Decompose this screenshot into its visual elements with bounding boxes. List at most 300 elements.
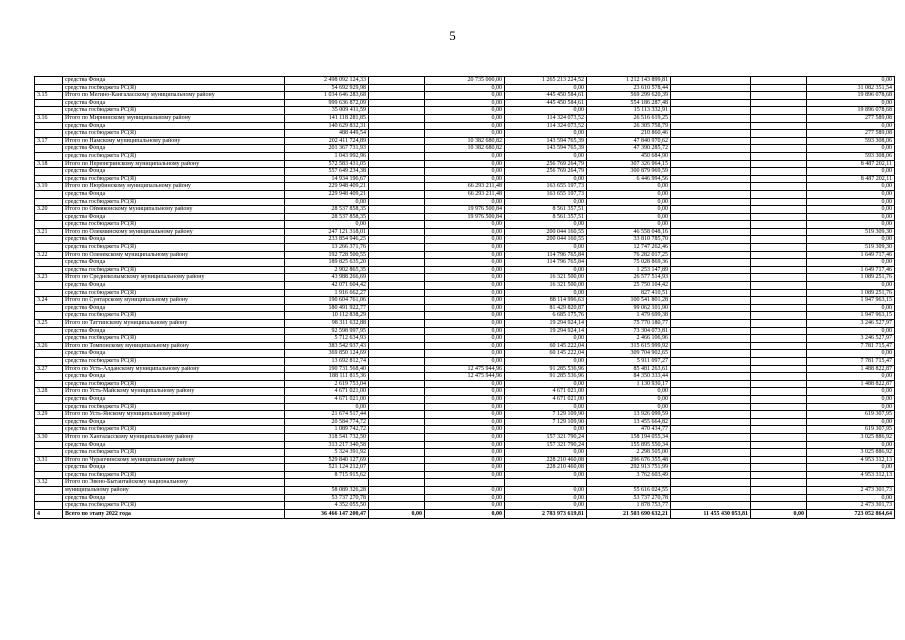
col-4-cell: 19 294 924,14 (505, 320, 587, 328)
row-name-cell: средства госбюджета РС(Я) (63, 221, 285, 229)
col-3-cell: 0,00 (425, 403, 505, 411)
col-total-cell: 21 674 517,44 (285, 411, 369, 419)
row-name-cell: Итого по Среднеколымскому муниципальному району (63, 274, 285, 282)
col-total-cell: 5 324 391,92 (285, 449, 369, 457)
col-3-cell: 0,00 (425, 471, 505, 479)
row-name-cell: средства Фонда (63, 213, 285, 221)
col-8-cell: 0,00 (807, 236, 895, 244)
col-6-cell (671, 221, 751, 229)
row-number-cell: 3.17 (35, 137, 63, 145)
row-number-cell: 3.16 (35, 114, 63, 122)
col-2-cell (369, 137, 425, 145)
col-8-cell: 0,00 (807, 77, 895, 85)
page-number: 5 (449, 28, 456, 43)
col-6-cell (671, 433, 751, 441)
col-3-cell: 0,00 (425, 274, 505, 282)
row-number-cell (35, 198, 63, 206)
col-total-cell: 28 537 858,35 (285, 206, 369, 214)
col-total-cell: 13 266 371,76 (285, 244, 369, 252)
row-name-cell: средства госбюджета РС(Я) (63, 380, 285, 388)
col-8-cell: 2 473 301,73 (807, 502, 895, 510)
col-4-cell: 0,00 (505, 107, 587, 115)
col-2-cell (369, 456, 425, 464)
col-2-cell (369, 487, 425, 495)
col-3-cell: 0,00 (425, 107, 505, 115)
col-3-cell: 0,00 (425, 289, 505, 297)
col-5-cell: 2 298 505,00 (587, 449, 671, 457)
table-row (35, 342, 895, 350)
col-7-cell (751, 373, 807, 381)
col-total-cell (285, 479, 369, 487)
col-5-cell: 75 028 869,36 (587, 259, 671, 267)
col-3-cell: 0,00 (425, 388, 505, 396)
col-6-cell (671, 137, 751, 145)
col-6-cell (671, 160, 751, 168)
table-row (35, 84, 895, 92)
row-name-cell: Итого по Нерюнгринскому муниципальному району (63, 160, 285, 168)
row-name-cell: средства госбюджета РС(Я) (63, 426, 285, 434)
row-number-cell (35, 327, 63, 335)
col-2-cell (369, 464, 425, 472)
col-2-cell (369, 289, 425, 297)
col-8-cell: 0,00 (807, 304, 895, 312)
col-total-cell: 0,00 (285, 403, 369, 411)
col-5-cell: 0,00 (587, 395, 671, 403)
col-3-cell: 0,00 (425, 350, 505, 358)
col-7-cell (751, 380, 807, 388)
col-7-cell (751, 92, 807, 100)
col-8-cell: 0,00 (807, 99, 895, 107)
col-5-cell: 569 299 620,39 (587, 92, 671, 100)
row-number-cell: 3.28 (35, 388, 63, 396)
col-7-cell (751, 175, 807, 183)
col-5-cell: 0,00 (587, 198, 671, 206)
col-2-cell (369, 388, 425, 396)
col-4-cell: 0,00 (505, 221, 587, 229)
col-7-cell (751, 190, 807, 198)
col-8-cell: 8 487 202,11 (807, 160, 895, 168)
col-3-cell: 0,00 (425, 114, 505, 122)
row-number-cell (35, 190, 63, 198)
col-4-cell: 114 796 765,84 (505, 259, 587, 267)
col-8-cell: 593 308,06 (807, 137, 895, 145)
row-name-cell: муниципальному району (63, 487, 285, 495)
table-row (35, 114, 895, 122)
row-name-cell: средства госбюджета РС(Я) (63, 357, 285, 365)
row-number-cell: 3.15 (35, 92, 63, 100)
row-name-cell: Итого по Усть-Майскому муниципальному району (63, 388, 285, 396)
row-name-cell: средства Фонда (63, 259, 285, 267)
row-number-cell (35, 335, 63, 343)
row-number-cell (35, 259, 63, 267)
col-3-cell: 0,00 (425, 320, 505, 328)
col-8-cell: 0,00 (807, 350, 895, 358)
col-3-cell: 0,00 (425, 449, 505, 457)
col-6-cell (671, 289, 751, 297)
col-7-cell (751, 464, 807, 472)
col-7-cell (751, 365, 807, 373)
col-5-cell: 0,00 (587, 190, 671, 198)
row-number-cell (35, 373, 63, 381)
col-6-cell (671, 449, 751, 457)
table-row (35, 213, 895, 221)
table-row (35, 274, 895, 282)
row-number-cell (35, 152, 63, 160)
col-7-cell (751, 433, 807, 441)
row-name-cell: средства Фонда (63, 122, 285, 130)
col-8-cell: 0,00 (807, 198, 895, 206)
col-7-cell (751, 289, 807, 297)
table-row (35, 122, 895, 130)
col-total-cell: 42 071 604,42 (285, 282, 369, 290)
row-name-cell: Итого по Нюрбинскому муниципальному району (63, 183, 285, 191)
col-8-cell: 0,00 (807, 213, 895, 221)
col-7-cell (751, 130, 807, 138)
table-row (35, 304, 895, 312)
col-total-cell: 140 629 832,31 (285, 122, 369, 130)
col-6-cell (671, 350, 751, 358)
col-8-cell: 277 589,08 (807, 114, 895, 122)
col-3-cell: 0,00 (425, 266, 505, 274)
col-2-cell (369, 198, 425, 206)
col-2-cell (369, 418, 425, 426)
row-name-cell: средства госбюджета РС(Я) (63, 335, 285, 343)
col-3-cell: 0,00 (425, 502, 505, 510)
col-2-cell (369, 373, 425, 381)
row-number-cell (35, 122, 63, 130)
col-8-cell: 0,00 (807, 395, 895, 403)
col-3-cell: 66 293 211,48 (425, 190, 505, 198)
table-row (35, 198, 895, 206)
col-2-cell (369, 130, 425, 138)
row-name-cell: Итого по Мирнинскому муниципальному району (63, 114, 285, 122)
col-2-cell (369, 251, 425, 259)
col-7-cell (751, 274, 807, 282)
row-name-cell: средства Фонда (63, 236, 285, 244)
table-row (35, 221, 895, 229)
row-number-cell (35, 289, 63, 297)
col-total-cell: 521 124 212,07 (285, 464, 369, 472)
col-2-cell (369, 274, 425, 282)
row-number-cell: 3.19 (35, 183, 63, 191)
row-name-cell: Итого по Олекминскому муниципальному району (63, 228, 285, 236)
col-3-cell: 0,00 (425, 304, 505, 312)
row-name-cell: средства госбюджета РС(Я) (63, 152, 285, 160)
table-row (35, 327, 895, 335)
col-3-cell: 0,00 (425, 198, 505, 206)
col-5-cell: 46 558 048,16 (587, 228, 671, 236)
col-7-cell (751, 327, 807, 335)
col-8-cell: 0,00 (807, 183, 895, 191)
col-6-cell (671, 236, 751, 244)
col-3-cell: 0,00 (425, 509, 505, 518)
col-6-cell (671, 297, 751, 305)
col-4-cell: 7 129 109,90 (505, 411, 587, 419)
table-row (35, 335, 895, 343)
col-6-cell (671, 464, 751, 472)
col-total-cell: 383 542 937,43 (285, 342, 369, 350)
row-number-cell (35, 464, 63, 472)
col-4-cell: 0,00 (505, 471, 587, 479)
col-3-cell: 19 976 500,84 (425, 206, 505, 214)
row-name-cell: Всего по этапу 2022 года (63, 509, 285, 518)
col-5-cell (587, 479, 671, 487)
col-2-cell (369, 471, 425, 479)
col-total-cell: 2 619 753,04 (285, 380, 369, 388)
col-3-cell: 12 475 944,96 (425, 373, 505, 381)
col-total-cell: 229 948 409,21 (285, 183, 369, 191)
table-row (35, 433, 895, 441)
col-4-cell: 0,00 (505, 266, 587, 274)
row-name-cell: Итого по Таттинскому муниципальному району (63, 320, 285, 328)
row-number-cell (35, 380, 63, 388)
col-3-cell: 0,00 (425, 221, 505, 229)
col-6-cell (671, 274, 751, 282)
col-7-cell (751, 320, 807, 328)
budget-table (34, 76, 895, 519)
col-8-cell: 0,00 (807, 388, 895, 396)
col-7-cell (751, 282, 807, 290)
row-number-cell: 3.25 (35, 320, 63, 328)
col-7-cell (751, 168, 807, 176)
table-body (35, 77, 895, 519)
col-3-cell: 0,00 (425, 380, 505, 388)
table-row (35, 312, 895, 320)
table-row (35, 373, 895, 381)
col-total-cell: 13 692 812,74 (285, 357, 369, 365)
col-2-cell (369, 99, 425, 107)
col-6-cell (671, 426, 751, 434)
col-5-cell: 13 455 664,82 (587, 418, 671, 426)
table-row (35, 297, 895, 305)
col-6-cell (671, 99, 751, 107)
row-name-cell: средства Фонда (63, 190, 285, 198)
row-name-cell: средства Фонда (63, 441, 285, 449)
col-5-cell: 100 541 801,28 (587, 297, 671, 305)
col-5-cell: 84 350 333,44 (587, 373, 671, 381)
col-5-cell: 47 390 285,72 (587, 145, 671, 153)
row-name-cell: Итого по Усть-Янскому муниципальному району (63, 411, 285, 419)
row-name-cell: Итого по Оймяконскому муниципальному району (63, 206, 285, 214)
col-2-cell (369, 357, 425, 365)
total-row (35, 509, 895, 518)
col-6-cell (671, 395, 751, 403)
row-number-cell (35, 77, 63, 85)
col-5-cell: 26 516 619,25 (587, 114, 671, 122)
row-name-cell: средства госбюджета РС(Я) (63, 449, 285, 457)
row-number-cell (35, 418, 63, 426)
col-4-cell: 88 114 996,63 (505, 297, 587, 305)
col-7-cell (751, 122, 807, 130)
row-name-cell: Итого по Чурапчинскому муниципальному району (63, 456, 285, 464)
col-3-cell: 0,00 (425, 487, 505, 495)
col-6-cell (671, 114, 751, 122)
col-2-cell (369, 236, 425, 244)
col-total-cell: 233 854 946,25 (285, 236, 369, 244)
col-4-cell: 143 594 765,39 (505, 145, 587, 153)
col-7-cell (751, 114, 807, 122)
col-3-cell: 0,00 (425, 312, 505, 320)
table-row (35, 479, 895, 487)
col-6-cell (671, 122, 751, 130)
col-2-cell: 0,00 (369, 509, 425, 518)
col-total-cell: 58 089 326,28 (285, 487, 369, 495)
row-name-cell: Итого по Эвено-Бытантайскому национальному (63, 479, 285, 487)
row-name-cell: средства госбюджета РС(Я) (63, 175, 285, 183)
row-number-cell: 3.23 (35, 274, 63, 282)
col-6-cell (671, 494, 751, 502)
col-3-cell: 0,00 (425, 99, 505, 107)
col-3-cell: 0,00 (425, 494, 505, 502)
col-5-cell: 47 840 970,62 (587, 137, 671, 145)
col-6-cell: 11 455 430 053,81 (671, 509, 751, 518)
row-name-cell: Итого по Томпонскому муниципальному району (63, 342, 285, 350)
col-total-cell: 4 671 021,00 (285, 388, 369, 396)
col-5-cell: 1 878 753,77 (587, 502, 671, 510)
col-6-cell (671, 213, 751, 221)
col-8-cell: 2 473 301,73 (807, 487, 895, 495)
col-2-cell (369, 114, 425, 122)
row-number-cell: 3.24 (35, 297, 63, 305)
col-7-cell: 0,00 (751, 509, 807, 518)
col-7-cell (751, 221, 807, 229)
col-7-cell (751, 395, 807, 403)
table-row (35, 502, 895, 510)
col-6-cell (671, 198, 751, 206)
col-4-cell: 4 671 021,00 (505, 395, 587, 403)
col-4-cell: 143 594 765,39 (505, 137, 587, 145)
col-3-cell: 0,00 (425, 335, 505, 343)
col-4-cell: 445 450 584,61 (505, 99, 587, 107)
col-total-cell: 180 491 922,77 (285, 304, 369, 312)
col-2-cell (369, 145, 425, 153)
col-4-cell: 0,00 (505, 198, 587, 206)
col-4-cell: 0,00 (505, 403, 587, 411)
col-5-cell: 296 676 355,48 (587, 456, 671, 464)
col-7-cell (751, 487, 807, 495)
row-number-cell (35, 221, 63, 229)
table-row (35, 471, 895, 479)
col-7-cell (751, 471, 807, 479)
row-number-cell (35, 502, 63, 510)
col-7-cell (751, 213, 807, 221)
col-2-cell (369, 259, 425, 267)
col-2-cell (369, 175, 425, 183)
col-3-cell: 0,00 (425, 411, 505, 419)
col-3-cell (425, 479, 505, 487)
col-7-cell (751, 441, 807, 449)
col-5-cell: 827 410,51 (587, 289, 671, 297)
col-8-cell: 3 025 886,92 (807, 433, 895, 441)
col-8-cell: 619 307,95 (807, 426, 895, 434)
col-5-cell: 73 304 073,81 (587, 327, 671, 335)
col-8-cell: 0,00 (807, 259, 895, 267)
row-name-cell: средства Фонда (63, 145, 285, 153)
col-total-cell: 1 089 742,72 (285, 426, 369, 434)
col-8-cell: 19 896 078,68 (807, 92, 895, 100)
row-name-cell: Итого по Хангаласскому муниципальному району (63, 433, 285, 441)
col-6-cell (671, 502, 751, 510)
col-7-cell (751, 304, 807, 312)
col-8-cell: 0,00 (807, 441, 895, 449)
table-row (35, 456, 895, 464)
row-number-cell (35, 487, 63, 495)
col-4-cell: 0,00 (505, 426, 587, 434)
col-7-cell (751, 266, 807, 274)
col-3-cell: 0,00 (425, 122, 505, 130)
table-row (35, 411, 895, 419)
col-7-cell (751, 236, 807, 244)
table-row (35, 77, 895, 85)
col-5-cell: 1 212 143 899,81 (587, 77, 671, 85)
col-6-cell (671, 84, 751, 92)
col-2-cell (369, 312, 425, 320)
col-8-cell: 0,00 (807, 418, 895, 426)
row-name-cell: средства Фонда (63, 418, 285, 426)
table-row (35, 99, 895, 107)
table-row (35, 152, 895, 160)
col-5-cell: 99 062 101,90 (587, 304, 671, 312)
col-5-cell: 0,00 (587, 403, 671, 411)
col-8-cell: 0,00 (807, 494, 895, 502)
col-6-cell (671, 335, 751, 343)
col-4-cell: 200 044 160,55 (505, 228, 587, 236)
row-number-cell (35, 471, 63, 479)
col-2-cell (369, 152, 425, 160)
row-number-cell (35, 395, 63, 403)
col-7-cell (751, 494, 807, 502)
row-number-cell (35, 244, 63, 252)
table-row (35, 228, 895, 236)
col-2-cell (369, 335, 425, 343)
col-5-cell: 5 911 097,27 (587, 357, 671, 365)
col-3-cell: 0,00 (425, 456, 505, 464)
col-7-cell (751, 152, 807, 160)
col-4-cell: 2 783 973 619,81 (505, 509, 587, 518)
row-number-cell (35, 494, 63, 502)
table-row (35, 168, 895, 176)
col-2-cell (369, 365, 425, 373)
col-6-cell (671, 92, 751, 100)
col-total-cell: 0,00 (285, 198, 369, 206)
col-2-cell (369, 441, 425, 449)
row-number-cell (35, 236, 63, 244)
row-number-cell (35, 99, 63, 107)
col-8-cell: 0,00 (807, 327, 895, 335)
col-6-cell (671, 373, 751, 381)
col-5-cell: 85 481 263,61 (587, 365, 671, 373)
col-6-cell (671, 251, 751, 259)
col-6-cell (671, 357, 751, 365)
col-4-cell: 60 145 222,04 (505, 342, 587, 350)
table-row (35, 487, 895, 495)
col-4-cell: 0,00 (505, 380, 587, 388)
col-6-cell (671, 471, 751, 479)
col-4-cell: 256 769 264,79 (505, 168, 587, 176)
col-total-cell: 36 466 147 200,47 (285, 509, 369, 518)
col-3-cell: 0,00 (425, 175, 505, 183)
row-number-cell (35, 282, 63, 290)
col-7-cell (751, 228, 807, 236)
col-total-cell: 53 737 270,78 (285, 494, 369, 502)
col-4-cell: 0,00 (505, 152, 587, 160)
row-name-cell: средства госбюджета РС(Я) (63, 471, 285, 479)
table-row (35, 350, 895, 358)
col-6-cell (671, 365, 751, 373)
col-8-cell (807, 479, 895, 487)
col-2-cell (369, 297, 425, 305)
table-row (35, 190, 895, 198)
